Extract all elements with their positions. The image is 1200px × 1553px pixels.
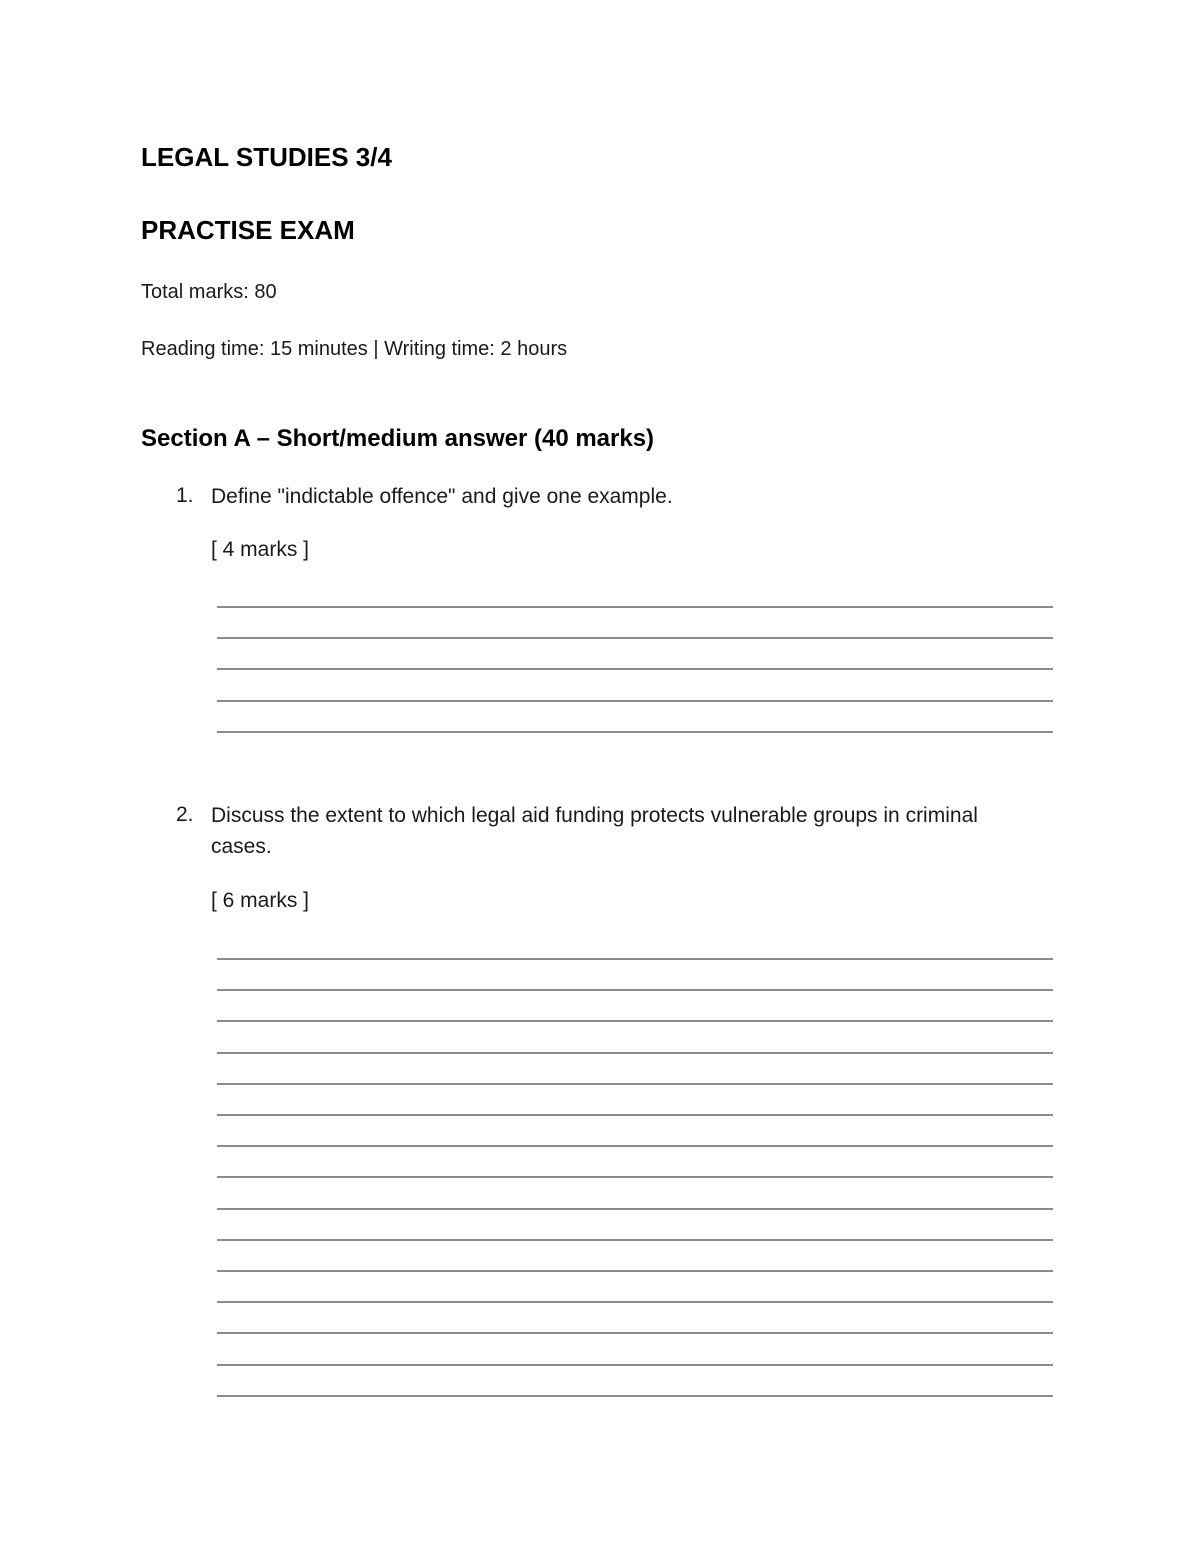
exam-heading: PRACTISE EXAM — [141, 215, 355, 245]
section-a-heading: Section A – Short/medium answer (40 marks) — [141, 425, 655, 452]
question-2-text: Discuss the extent to which legal aid funding protects vulnerable groups in criminal cases. — [211, 804, 978, 858]
answer-line[interactable] — [217, 958, 1053, 960]
answer-line[interactable] — [217, 1176, 1053, 1178]
answer-line[interactable] — [217, 700, 1053, 702]
answer-line[interactable] — [217, 1083, 1053, 1085]
answer-line[interactable] — [217, 637, 1053, 639]
question-2-number: 2. — [176, 803, 194, 826]
question-1-marks: [ 4 marks ] — [211, 538, 310, 561]
answer-line[interactable] — [217, 1145, 1053, 1147]
answer-line[interactable] — [217, 1208, 1053, 1210]
question-1-text: Define "indictable offence" and give one example. — [211, 485, 673, 508]
answer-line[interactable] — [217, 1114, 1053, 1116]
answer-line[interactable] — [217, 1239, 1053, 1241]
document-title: LEGAL STUDIES 3/4 — [141, 142, 392, 172]
answer-line[interactable] — [217, 606, 1053, 608]
answer-line[interactable] — [217, 1301, 1053, 1303]
question-1-number: 1. — [176, 484, 194, 507]
answer-line[interactable] — [217, 1052, 1053, 1054]
answer-line[interactable] — [217, 1020, 1053, 1022]
answer-line[interactable] — [217, 989, 1053, 991]
answer-line[interactable] — [217, 668, 1053, 670]
answer-line[interactable] — [217, 731, 1053, 733]
timing-info: Reading time: 15 minutes | Writing time: 2 hours — [141, 338, 568, 360]
answer-line[interactable] — [217, 1270, 1053, 1272]
answer-line[interactable] — [217, 1395, 1053, 1397]
answer-line[interactable] — [217, 1332, 1053, 1334]
total-marks: Total marks: 80 — [141, 281, 277, 303]
question-2-marks: [ 6 marks ] — [211, 889, 310, 912]
answer-line[interactable] — [217, 1364, 1053, 1366]
